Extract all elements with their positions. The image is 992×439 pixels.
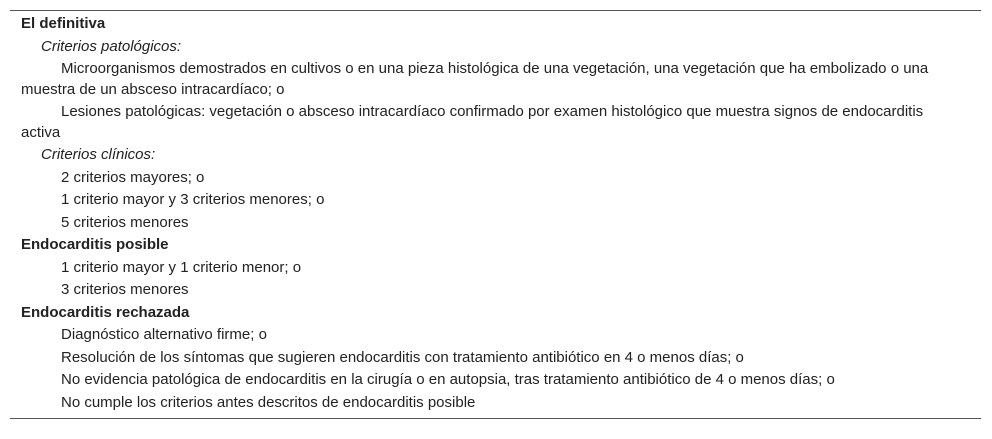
criterion-item-resolucion-sintomas: Resolución de los síntomas que sugieren endocarditis con tratamiento antibiótico en 4 o menos días; o <box>61 348 744 366</box>
subheading-criterios-patologicos: Criterios patológicos: <box>41 37 182 55</box>
criterion-item-diagnostico-alternativo: Diagnóstico alternativo firme; o <box>61 326 267 343</box>
section-heading-rechazada: Endocarditis rechazada <box>21 303 190 321</box>
subheading-criterios-clinicos: Criterios clínicos: <box>41 146 156 163</box>
criterion-item-no-cumple-criterios: No cumple los criterios antes descritos de endocarditis posible <box>61 393 476 411</box>
criterion-item-microorganismos: Microorganismos demostrados en cultivos o en una pieza histológica de una vegetación, una vegetación que ha embolizado o una muestra de un absceso intracardíaco; o <box>21 60 929 98</box>
criterion-item-no-evidencia-patologica: No evidencia patológica de endocarditis en la cirugía o en autopsia, tras tratamiento antibiótico de 4 o menos días; o <box>61 371 835 388</box>
criterion-item-lesiones-patologicas: Lesiones patológicas: vegetación o absceso intracardíaco confirmado por examen histológico que muestra signos de endocarditis activa <box>21 103 924 141</box>
criteria-table <box>10 10 981 419</box>
section-heading-posible: Endocarditis posible <box>21 236 169 253</box>
criterion-item-2-mayores: 2 criterios mayores; o <box>61 168 205 186</box>
criterion-item-3-menores: 3 criterios menores <box>61 281 189 298</box>
criterion-item-1-mayor-1-menor: 1 criterio mayor y 1 criterio menor; o <box>61 258 302 276</box>
criterion-item-5-menores: 5 criterios menores <box>61 213 189 231</box>
criterion-item-1-mayor-3-menores: 1 criterio mayor y 3 criterios menores; o <box>61 191 325 208</box>
section-heading-definitiva: El definitiva <box>21 15 106 32</box>
